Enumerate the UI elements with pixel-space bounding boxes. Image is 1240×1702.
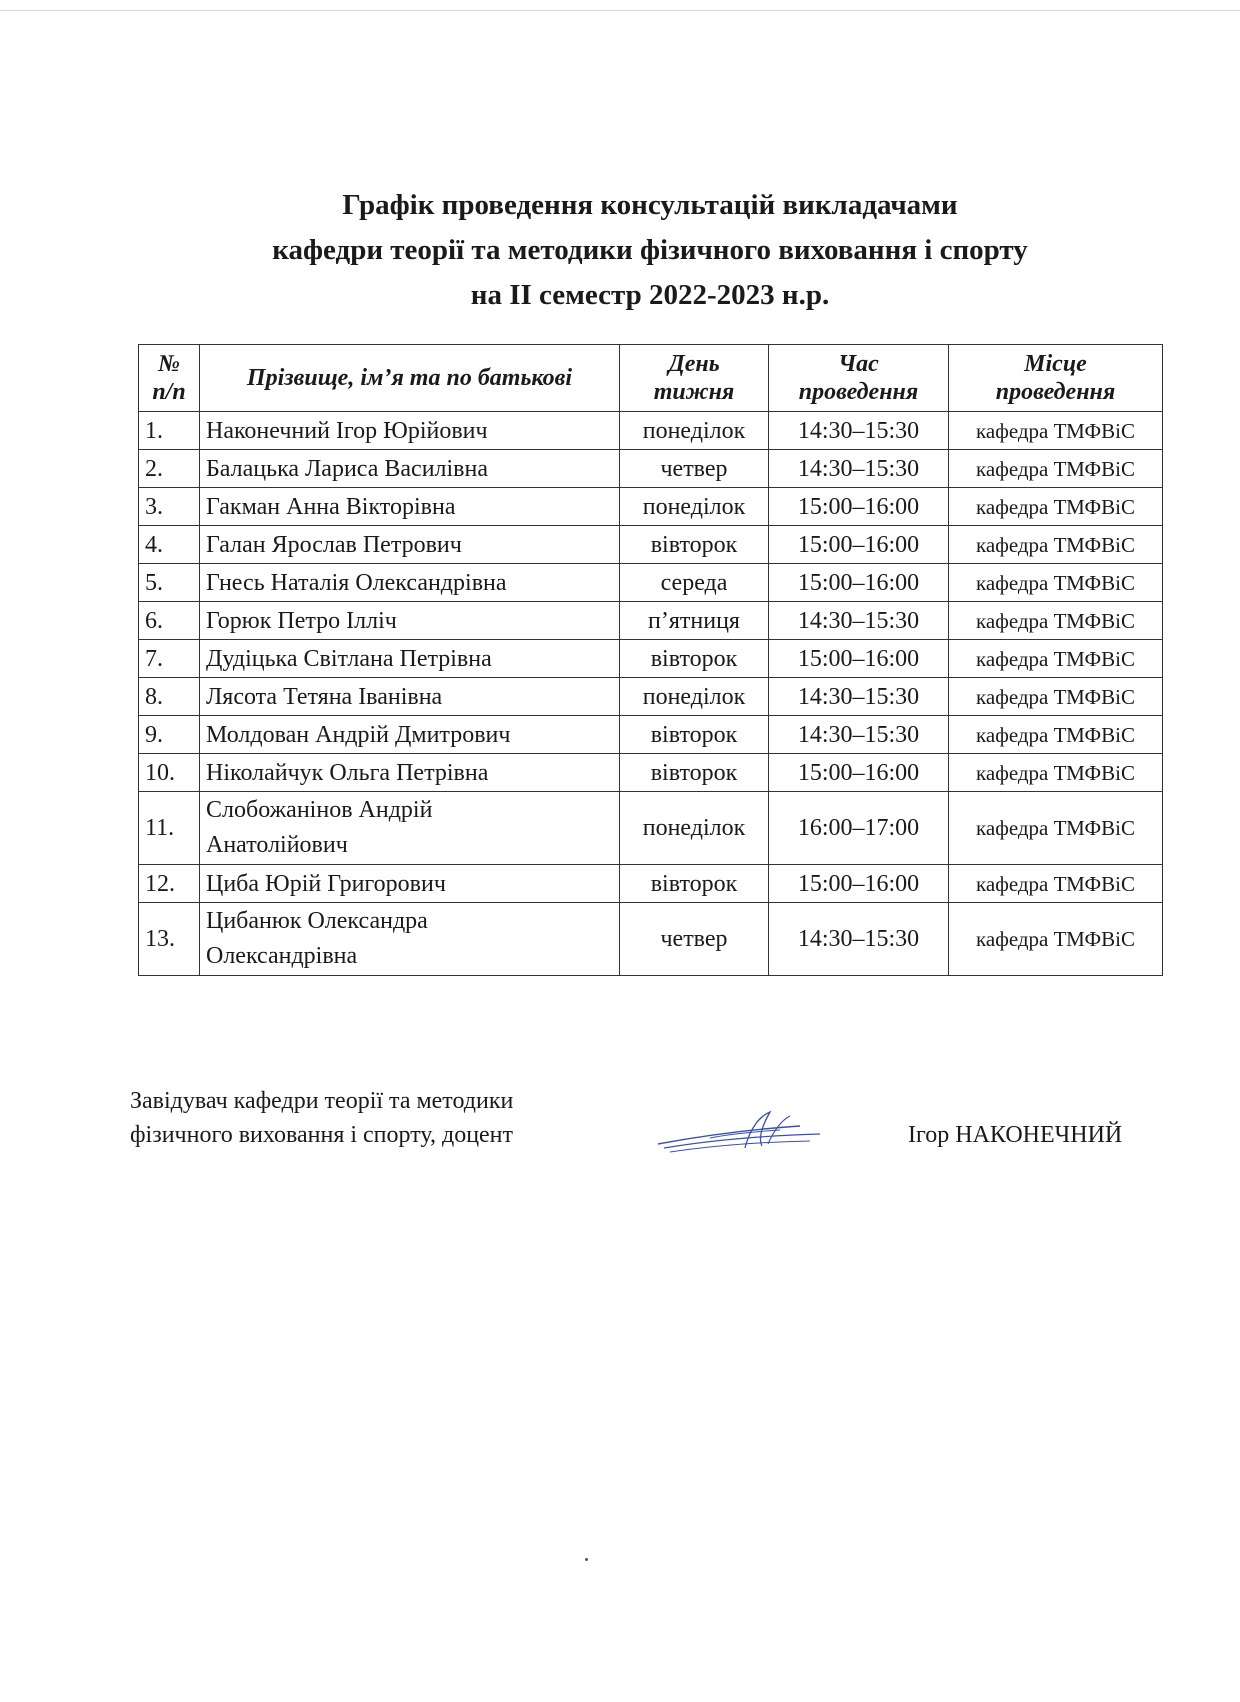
row-day: понеділок [620, 678, 769, 716]
table-header-row [139, 345, 1163, 412]
row-number: 9. [139, 716, 200, 754]
table-row [139, 564, 1163, 602]
table-row [139, 488, 1163, 526]
signatory-name: Ігор НАКОНЕЧНИЙ [908, 1122, 1123, 1148]
document-title [0, 183, 1240, 318]
row-day: понеділок [620, 412, 769, 450]
row-place: кафедра ТМФВіС [949, 865, 1163, 903]
row-time: 16:00–17:00 [769, 792, 949, 865]
table-row [139, 450, 1163, 488]
row-time: 15:00–16:00 [769, 754, 949, 792]
header-place: Місце проведення [949, 345, 1163, 412]
row-name: Лясота Тетяна Іванівна [200, 678, 620, 716]
row-place: кафедра ТМФВіС [949, 450, 1163, 488]
row-name: Ніколайчук Ольга Петрівна [200, 754, 620, 792]
row-number: 4. [139, 526, 200, 564]
row-number: 7. [139, 640, 200, 678]
row-day: вівторок [620, 640, 769, 678]
row-name: Циба Юрій Григорович [200, 865, 620, 903]
signatory-position [130, 1084, 513, 1152]
row-time: 14:30–15:30 [769, 412, 949, 450]
row-time: 14:30–15:30 [769, 602, 949, 640]
row-place: кафедра ТМФВіС [949, 754, 1163, 792]
row-time: 15:00–16:00 [769, 564, 949, 602]
row-name: Гнесь Наталія Олександрівна [200, 564, 620, 602]
row-name [200, 792, 620, 865]
header-day: День тижня [620, 345, 769, 412]
row-place: кафедра ТМФВіС [949, 526, 1163, 564]
row-place: кафедра ТМФВіС [949, 903, 1163, 976]
row-day: четвер [620, 450, 769, 488]
row-day: середа [620, 564, 769, 602]
row-name-line-2: Анатолійович [206, 832, 348, 858]
row-place: кафедра ТМФВіС [949, 564, 1163, 602]
row-time: 14:30–15:30 [769, 678, 949, 716]
position-line-2: фізичного виховання і спорту, доцент [130, 1122, 514, 1148]
row-number: 12. [139, 865, 200, 903]
row-number: 5. [139, 564, 200, 602]
table-row [139, 526, 1163, 564]
table-row [139, 903, 1163, 976]
header-number: № п/п [139, 345, 200, 412]
row-number: 8. [139, 678, 200, 716]
title-line-3: на ІІ семестр 2022-2023 н.р. [470, 279, 830, 311]
table-row [139, 716, 1163, 754]
position-line-1: Завідувач кафедри теорії та методики [130, 1088, 514, 1114]
row-name [200, 903, 620, 976]
row-time: 14:30–15:30 [769, 716, 949, 754]
row-number: 10. [139, 754, 200, 792]
row-time: 14:30–15:30 [769, 903, 949, 976]
row-day: вівторок [620, 754, 769, 792]
row-day: п’ятниця [620, 602, 769, 640]
row-day: четвер [620, 903, 769, 976]
table-row [139, 640, 1163, 678]
row-day: вівторок [620, 865, 769, 903]
row-name: Молдован Андрій Дмитрович [200, 716, 620, 754]
row-place: кафедра ТМФВіС [949, 488, 1163, 526]
title-line-1: Графік проведення консультацій викладачами [342, 189, 958, 221]
header-time: Час проведення [769, 345, 949, 412]
row-place: кафедра ТМФВіС [949, 602, 1163, 640]
row-number: 6. [139, 602, 200, 640]
row-time: 14:30–15:30 [769, 450, 949, 488]
scan-edge-line [0, 10, 1240, 11]
row-number: 1. [139, 412, 200, 450]
scan-speck [585, 1558, 588, 1561]
row-name: Балацька Лариса Василівна [200, 450, 620, 488]
row-time: 15:00–16:00 [769, 865, 949, 903]
row-day: понеділок [620, 792, 769, 865]
row-place: кафедра ТМФВіС [949, 716, 1163, 754]
table-row [139, 602, 1163, 640]
table-row [139, 865, 1163, 903]
row-name-line-1: Слобожанінов Андрій [206, 797, 433, 823]
consultation-schedule-table [138, 344, 1163, 976]
row-name: Дудіцька Світлана Петрівна [200, 640, 620, 678]
row-number: 3. [139, 488, 200, 526]
row-place: кафедра ТМФВіС [949, 640, 1163, 678]
row-time: 15:00–16:00 [769, 488, 949, 526]
row-number: 13. [139, 903, 200, 976]
row-number: 2. [139, 450, 200, 488]
row-time: 15:00–16:00 [769, 526, 949, 564]
row-day: вівторок [620, 716, 769, 754]
row-place: кафедра ТМФВіС [949, 412, 1163, 450]
row-name: Горюк Петро Ілліч [200, 602, 620, 640]
row-name-line-1: Цибанюк Олександра [206, 908, 428, 934]
row-place: кафедра ТМФВіС [949, 678, 1163, 716]
title-line-2: кафедри теорії та методики фізичного виховання і спорту [272, 234, 1028, 266]
row-day: понеділок [620, 488, 769, 526]
row-time: 15:00–16:00 [769, 640, 949, 678]
row-name: Гакман Анна Вікторівна [200, 488, 620, 526]
handwritten-signature [650, 1108, 830, 1158]
row-place: кафедра ТМФВіС [949, 792, 1163, 865]
table-row [139, 412, 1163, 450]
row-name: Наконечний Ігор Юрійович [200, 412, 620, 450]
table-row [139, 678, 1163, 716]
row-number: 11. [139, 792, 200, 865]
table-row [139, 754, 1163, 792]
table-row [139, 792, 1163, 865]
row-name: Галан Ярослав Петрович [200, 526, 620, 564]
row-name-line-2: Олександрівна [206, 943, 358, 969]
header-full-name: Прізвище, ім’я та по батькові [200, 345, 620, 412]
row-day: вівторок [620, 526, 769, 564]
